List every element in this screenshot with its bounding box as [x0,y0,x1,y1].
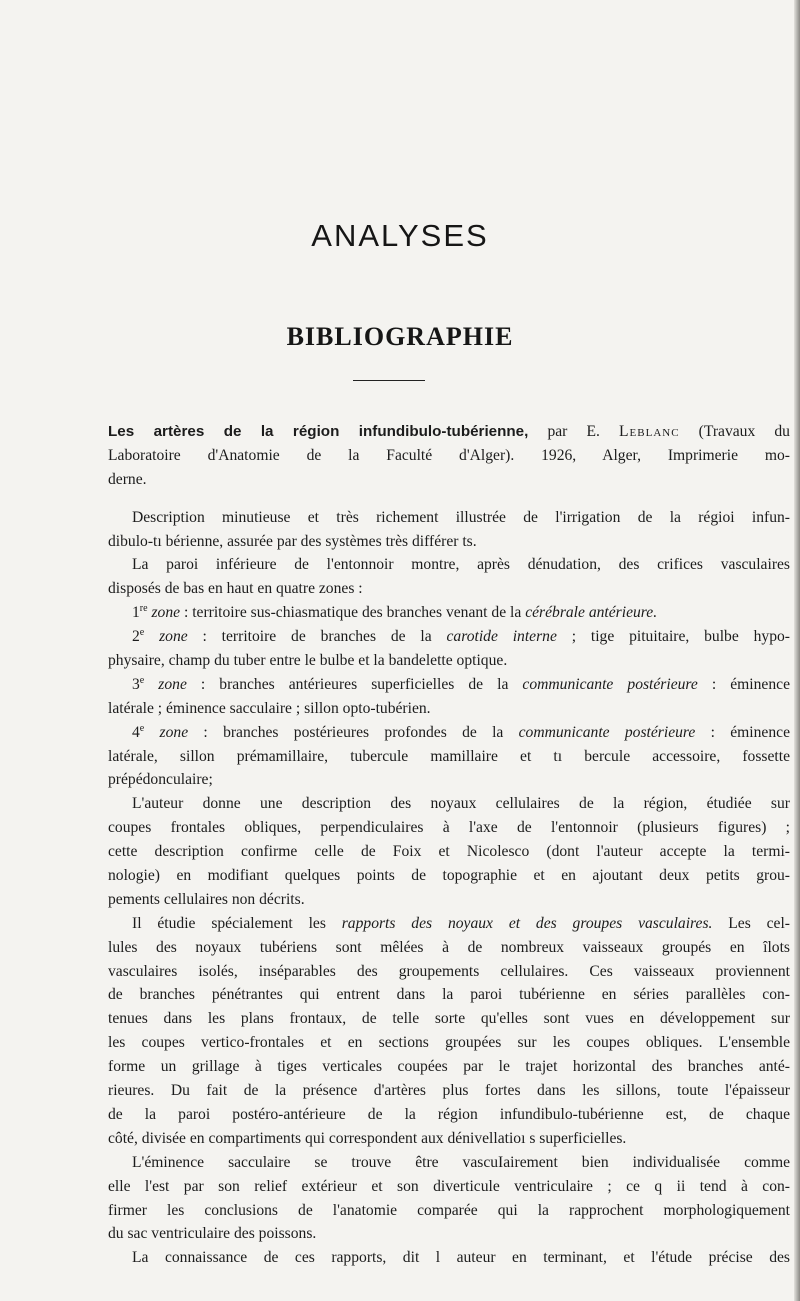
text-line: de branches pénétrantes qui entrent dans la paroi tubérienne en séries parallèles con- [108,986,790,1004]
text-line: 2e zone : territoire de branches de la carotide interne ; tige pituitaire, bulbe hypo- [132,626,790,646]
paragraph [108,553,790,601]
text-line: Description minutieuse et très richement illustrée de l'irrigation de la régioi infun- [132,508,790,526]
reference-line: derne. [108,470,147,488]
zone-2-item [108,625,790,673]
text-line: lules des noyaux tubériens sont mêlées à de nombreux vaisseaux groupés en îlots [108,938,790,956]
text-line: forme un grillage à tiges verticales coupées par le trajet horizontal des branches anté- [108,1058,790,1076]
text-line: disposés de bas en haut en quatre zones : [108,580,363,598]
paragraph [108,792,790,911]
text-line: L'auteur donne une description des noyaux cellulaires de la région, étudiée sur [132,795,790,813]
text-line: physaire, champ du tuber entre le bulbe et la bandelette optique. [108,652,508,670]
text-line: La paroi inférieure de l'entonnoir montre, après dénudation, des crifices vasculaires [132,556,790,574]
text-line: du sac ventriculaire des poissons. [108,1225,317,1243]
text-line: nologie) en modifiant quelques points de topographie et en ajoutant deux petits grou- [108,867,790,885]
text-line: pements cellulaires non décrits. [108,890,305,908]
article-title: Les artères de la région infundibulo-tubérienne, [108,423,529,440]
text-line: les coupes vertico-frontales et en sections groupées sur les coupes obliques. L'ensemble [108,1034,790,1052]
text-line: Il étudie spécialement les rapports des noyaux et des groupes vasculaires. Les cel- [132,914,790,932]
text-line: 4e zone : branches postérieures profondes de la communicante postérieure : éminence [132,722,790,741]
reference-line: Laboratoire d'Anatomie de la Faculté d'Alger). 1926, Alger, Imprimerie mo- [108,446,790,464]
text-line: prépédonculaire; [108,771,213,789]
zone-4-item [108,721,790,793]
spacer [108,492,790,506]
text-line: L'éminence sacculaire se trouve être vascuIairement bien individualisée comme [132,1153,790,1171]
title-divider [353,380,425,381]
zone-3-item [108,673,790,721]
text-line: latérale ; éminence sacculaire ; sillon opto-tubérien. [108,699,431,717]
text-line: latérale, sillon prémamillaire, tubercule mamillaire et tı bercule accessoire, fossette [108,747,790,765]
text-line: de la paroi postéro-antérieure de la région infundibulo-tubérienne est, de chaque [108,1105,790,1123]
author-initial: E. [586,423,600,440]
text-line: rieures. Du fait de la présence d'artères plus fortes dans les sillons, toute l'épaisseur [108,1082,790,1100]
text-line: 1re zone : territoire sus-chiasmatique des branches venant de la cérébrale antérieure. [132,603,658,622]
text-line: côté, divisée en compartiments qui correspondent aux dénivellatioı s superficielles. [108,1129,627,1147]
reference-line: Les artères de la région infundibulo-tubérienne, par E. Leblanc (Travaux du [108,423,790,440]
text-line: dibulo-tı bérienne, assurée par des systèmes très différer ts. [108,532,477,550]
zone-1-item [108,601,790,625]
page-edge-shadow [794,0,800,1301]
publication-info: (Travaux du [698,423,790,440]
subsection-title: BIBLIOGRAPHIE [286,322,514,351]
paragraph [108,1246,790,1270]
section-title: ANALYSES [311,218,489,253]
text-line: cette description confirme celle de Foix et Nicolesco (dont l'auteur accepte la termi- [108,843,790,861]
bibliographic-reference [108,420,790,492]
text-line: vasculaires isolés, inséparables des groupements cellulaires. Ces vaisseaux proviennent [108,962,790,980]
text-line: coupes frontales obliques, perpendiculaires à l'axe de l'entonnoir (plusieurs figures) ; [108,819,790,837]
text-line: firmer les conclusions de l'anatomie comparée qui la rapprochent morphologiquement [108,1201,790,1219]
paragraph [108,912,790,1151]
text-line: La connaissance de ces rapports, dit l auteur en terminant, et l'étude précise des [132,1249,790,1267]
text-line: tenues dans les plans frontaux, de telle sorte qu'elles sont vues en développement sur [108,1010,790,1028]
paragraph [108,1151,790,1247]
paragraph [108,506,790,554]
text-line: elle l'est par son relief extérieur et son diverticule ventriculaire ; ce q ii tend à con- [108,1177,790,1195]
author-name: Leblanc [619,423,680,440]
text-line: 3e zone : branches antérieures superficielles de la communicante postérieure : éminence [132,674,790,693]
review-article [108,420,790,1270]
